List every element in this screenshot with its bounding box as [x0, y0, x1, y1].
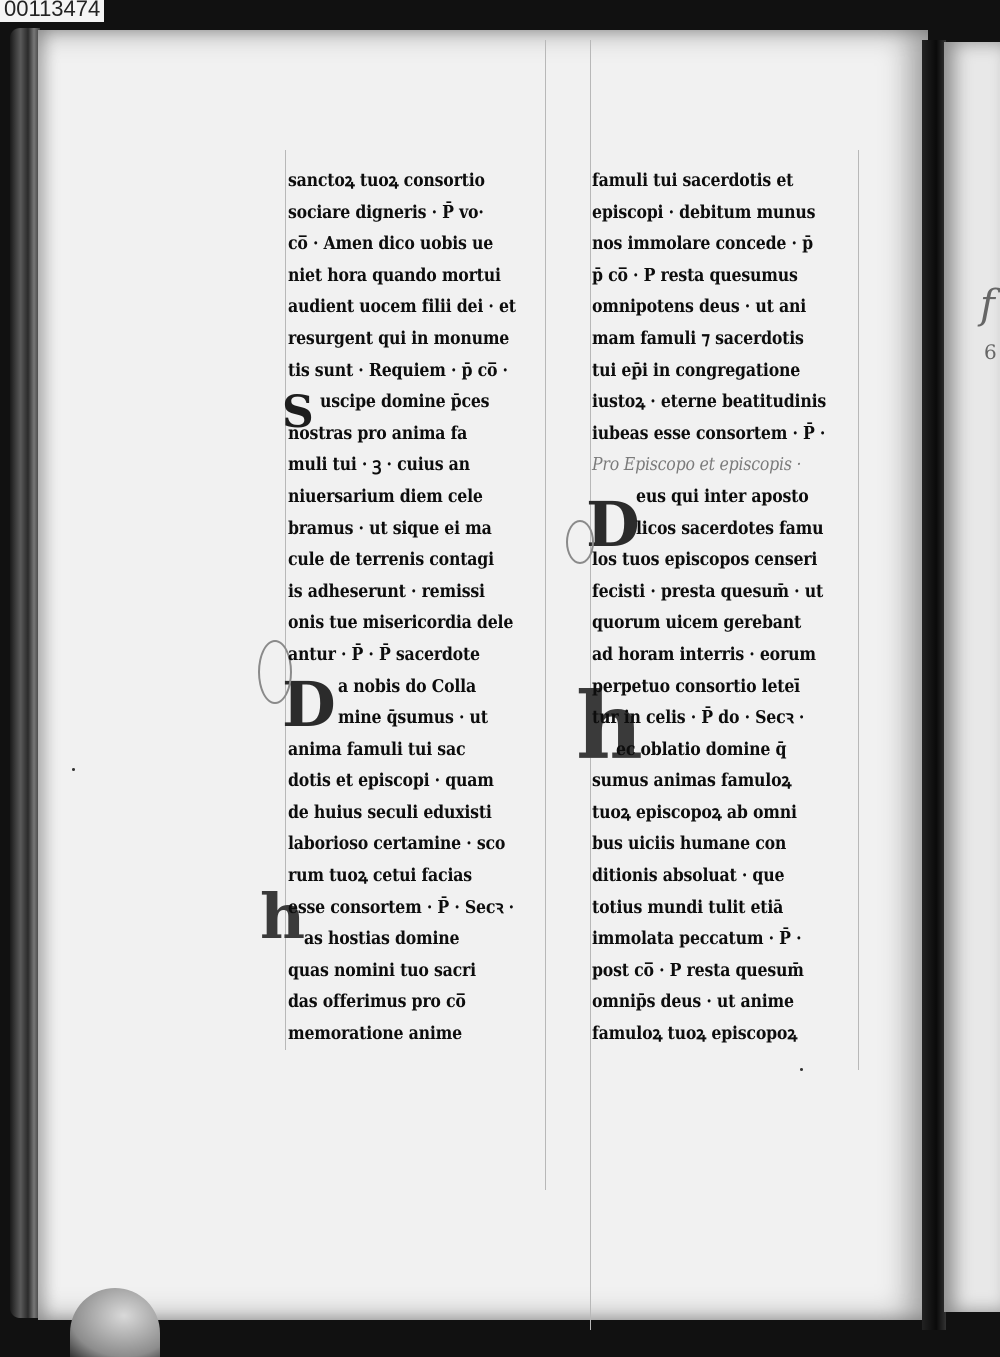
- decorated-initial-h-right: h: [576, 672, 643, 780]
- text-line: esse consortem · P̄ · Secꝛ ·: [288, 897, 514, 918]
- text-line: niet hora quando mortui: [288, 265, 501, 286]
- text-column-left: [288, 166, 558, 1051]
- text-line: iustoꝝ · eterne beatitudinis: [592, 392, 827, 413]
- text-column-right: [592, 166, 862, 1051]
- decorated-initial-s: S: [282, 387, 314, 438]
- text-line: eus qui inter aposto: [636, 486, 809, 507]
- scan-id-label: 00113474: [0, 0, 104, 22]
- text-line: tui ep̄i in congregatione: [592, 360, 801, 381]
- rubric-heading: Pro Episcopo et episcopis ·: [592, 455, 802, 476]
- text-line: totius mundi tulit etiā: [592, 897, 784, 918]
- text-line: tur in celis · P̄ do · Secꝛ ·: [592, 708, 805, 729]
- text-line: omnip̄s deus · ut anime: [592, 992, 794, 1013]
- text-line: antur · P̄ · P̄ sacerdote: [288, 644, 480, 665]
- text-line: sociare digneris · P̄ vo·: [288, 202, 484, 223]
- text-line: nostras pro anima fa: [288, 423, 468, 444]
- book-fore-edge: [10, 28, 40, 1318]
- text-line: as hostias domine: [304, 929, 460, 950]
- text-line: immolata peccatum · P̄ ·: [592, 929, 802, 950]
- text-line: post co̅ · P resta quesum̄: [592, 960, 804, 981]
- text-line: iubeas esse consortem · P̄ ·: [592, 423, 826, 444]
- text-line: muli tui · ꝫ · cuius an: [288, 455, 470, 476]
- text-line: famuloꝝ tuoꝝ episcopoꝝ: [592, 1024, 798, 1045]
- text-line: ad horam interris · eorum: [592, 644, 816, 665]
- text-line: memoratione anime: [288, 1024, 462, 1045]
- text-line: bramus · ut sique ei ma: [288, 518, 492, 539]
- text-line: co̅ · Amen dico uobis ue: [288, 234, 494, 255]
- text-line: nos immolare concede · p̄: [592, 234, 813, 255]
- text-line: is adheserunt · remissi: [288, 581, 485, 602]
- text-line: a nobis do Colla: [338, 676, 476, 697]
- page-speck: [72, 768, 75, 771]
- text-line: dotis et episcopi · quam: [288, 771, 494, 792]
- text-line: bus uiciis humane con: [592, 834, 787, 855]
- facing-page: [944, 42, 1000, 1312]
- text-line: uscipe domine p̄ces: [320, 392, 490, 413]
- text-line: perpetuo consortio leteī: [592, 676, 800, 697]
- text-line: p̄ co̅ · P resta quesumus: [592, 265, 798, 286]
- facing-page-mark-2: 6: [984, 340, 997, 364]
- text-line: niuersarium diem cele: [288, 486, 483, 507]
- text-line: fecisti · presta quesum̄ · ut: [592, 581, 824, 602]
- text-line: ditionis absoluat · que: [592, 866, 785, 887]
- decorated-initial-d-right: D: [586, 488, 640, 561]
- text-line: famuli tui sacerdotis et: [592, 171, 794, 191]
- text-line: omnipotens deus · ut ani: [592, 297, 806, 318]
- text-line: quas nomini tuo sacri: [288, 960, 476, 981]
- book-gutter: [922, 40, 946, 1330]
- text-line: tuoꝝ episcopoꝝ ab omni: [592, 802, 797, 823]
- facing-page-mark: f: [980, 282, 995, 328]
- text-line: anima famuli tui sac: [288, 739, 466, 760]
- page-speck: [800, 1068, 803, 1071]
- text-line: de huius seculi eduxisti: [288, 802, 492, 823]
- text-line: episcopi · debitum munus: [592, 202, 816, 223]
- text-line: laborioso certamine · sco: [288, 834, 506, 855]
- initial-flourish: [566, 520, 594, 564]
- text-line: audient uocem filii dei · et: [288, 297, 516, 318]
- decorated-initial-h-left: h: [260, 880, 306, 953]
- text-line: mam famuli ⁊ sacerdotis: [592, 328, 804, 349]
- text-line: quorum uicem gerebant: [592, 613, 802, 634]
- text-line: onis tue misericordia dele: [288, 613, 514, 634]
- text-line: mine q̄sumus · ut: [338, 708, 488, 729]
- text-line: sanctoꝝ tuoꝝ consortio: [288, 171, 485, 191]
- text-line: los tuos episcopos censeri: [592, 550, 818, 571]
- text-line: tis sunt · Requiem · p̄ co̅ ·: [288, 360, 508, 381]
- text-line: licos sacerdotes famu: [636, 518, 824, 539]
- text-line: cule de terrenis contagi: [288, 550, 494, 571]
- text-line: resurgent qui in monume: [288, 328, 510, 349]
- initial-flourish: [258, 640, 292, 704]
- text-line: rum tuoꝝ cetui facias: [288, 866, 472, 887]
- text-line: ec oblatio domine q̄: [616, 739, 787, 760]
- text-line: das offerimus pro co̅: [288, 992, 466, 1013]
- decorated-initial-d-left: D: [282, 668, 336, 741]
- text-line: sumus animas famuloꝝ: [592, 771, 792, 792]
